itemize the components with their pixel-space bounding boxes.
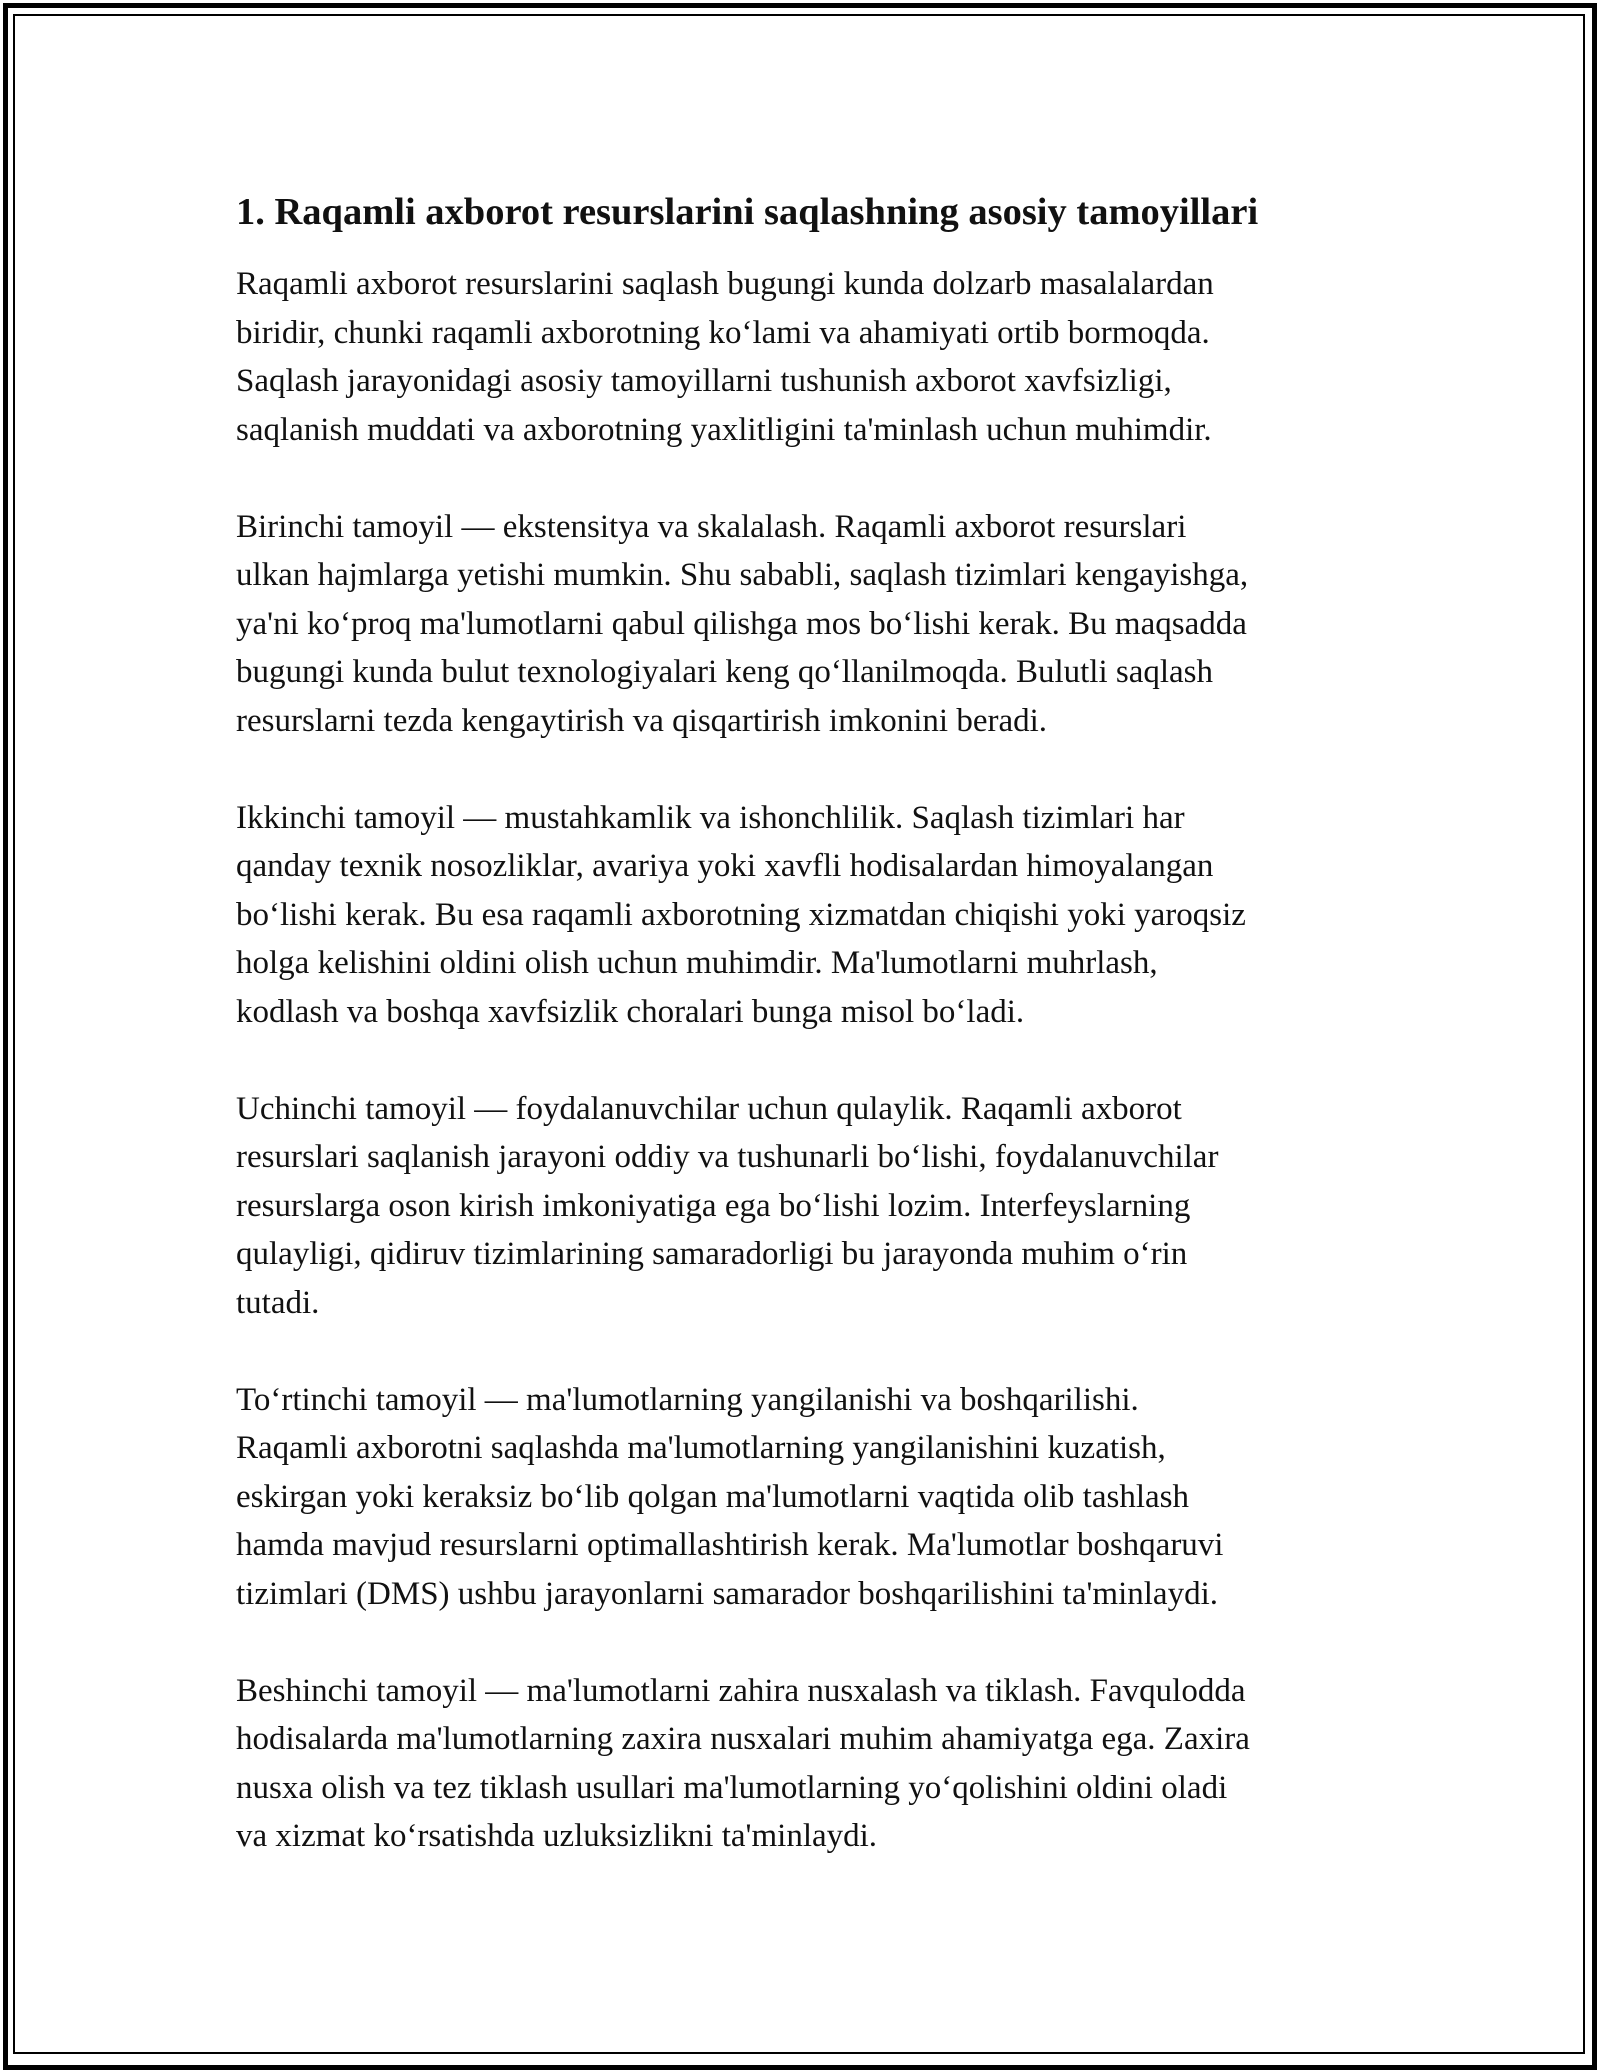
paragraph-intro [236,260,1416,454]
text-line: Ikkinchi tamoyil — mustahkamlik va ishonchlilik. Saqlash tizimlari har [236,799,1185,836]
text-line: Uchinchi tamoyil — foydalanuvchilar uchun qulaylik. Raqamli axborot [236,1090,1182,1127]
text-line: resurslarga oson kirish imkoniyatiga ega bo‘lishi lozim. Interfeyslarning [236,1187,1191,1224]
text-line: hodisalarda ma'lumotlarning zaxira nusxalari muhim ahamiyatga ega. Zaxira [236,1721,1250,1757]
text-line: bugungi kunda bulut texnologiyalari keng qo‘llanilmoqda. Bulutli saqlash [236,654,1214,690]
document-body [236,186,1416,1909]
text-line: tizimlari (DMS) ushbu jarayonlarni samarador boshqarilishini ta'minlaydi. [236,1575,1218,1612]
text-line: kodlash va boshqa xavfsizlik choralari bunga misol bo‘ladi. [236,993,1025,1030]
text-line: qanday texnik nosozliklar, avariya yoki xavfli hodisalardan himoyalangan [236,848,1214,884]
text-line: biridir, chunki raqamli axborotning ko‘lami va ahamiyati ortib bormoqda. [236,314,1210,351]
text-line: To‘rtinchi tamoyil — ma'lumotlarning yangilanishi va boshqarilishi. [236,1381,1139,1418]
section-heading: 1. Raqamli axborot resurslarini saqlashning asosiy tamoyillari [236,191,1259,233]
text-line: hamda mavjud resurslarni optimallashtirish kerak. Ma'lumotlar boshqaruvi [236,1527,1224,1563]
text-line: Saqlash jarayonidagi asosiy tamoyillarni tushunish axborot xavfsizligi, [236,363,1172,399]
paragraph-principle-2 [236,794,1416,1037]
text-line: holga kelishini oldini olish uchun muhimdir. Ma'lumotlarni muhrlash, [236,945,1158,981]
paragraph-principle-3 [236,1085,1416,1328]
paragraph-principle-4 [236,1376,1416,1619]
text-line: saqlanish muddati va axborotning yaxlitligini ta'minlash uchun muhimdir. [236,411,1212,448]
paragraph-principle-5 [236,1667,1416,1861]
text-line: eskirgan yoki keraksiz bo‘lib qolgan ma'lumotlarni vaqtida olib tashlash [236,1478,1189,1515]
text-line: Birinchi tamoyil — ekstensitya va skalalash. Raqamli axborot resurslari [236,508,1187,545]
paragraph-principle-1 [236,503,1416,746]
text-line: ulkan hajmlarga yetishi mumkin. Shu sababli, saqlash tizimlari kengayishga, [236,557,1249,593]
text-line: va xizmat ko‘rsatishda uzluksizlikni ta'minlaydi. [236,1818,878,1854]
text-line: resurslarni tezda kengaytirish va qisqartirish imkonini beradi. [236,702,1048,739]
text-line: qulayligi, qidiruv tizimlarining samaradorligi bu jarayonda muhim o‘rin [236,1236,1188,1272]
text-line: tutadi. [236,1284,320,1321]
text-line: ya'ni ko‘proq ma'lumotlarni qabul qilishga mos bo‘lishi kerak. Bu maqsadda [236,605,1247,642]
text-line: Raqamli axborotni saqlashda ma'lumotlarning yangilanishini kuzatish, [236,1430,1166,1466]
text-line: Beshinchi tamoyil — ma'lumotlarni zahira nusxalash va tiklash. Favqulodda [236,1672,1246,1709]
text-line: bo‘lishi kerak. Bu esa raqamli axborotning xizmatdan chiqishi yoki yaroqsiz [236,896,1246,933]
text-line: Raqamli axborot resurslarini saqlash bugungi kunda dolzarb masalalardan [236,266,1214,302]
text-line: resurslari saqlanish jarayoni oddiy va tushunarli bo‘lishi, foydalanuvchilar [236,1139,1219,1175]
text-line: nusxa olish va tez tiklash usullari ma'lumotlarning yo‘qolishini oldini oladi [236,1769,1228,1806]
